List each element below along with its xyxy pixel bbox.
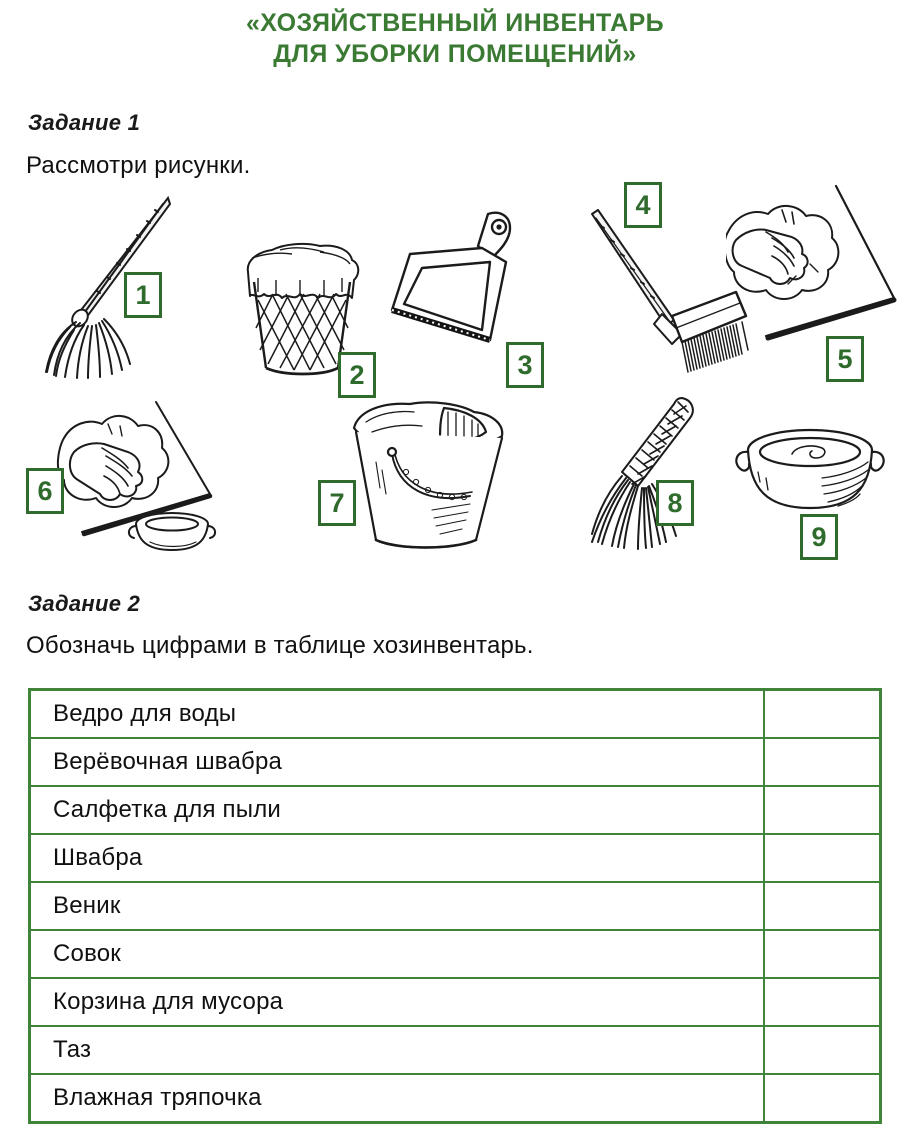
inventory-table xyxy=(28,688,882,1124)
figure-badge-8-number: 8 xyxy=(667,487,683,518)
task-2-label: Задание 2 xyxy=(28,591,141,616)
figure-badge-7-number: 7 xyxy=(329,487,345,518)
task-2-instruction: Обозначь цифрами в таблице хозинвентарь. xyxy=(26,632,534,659)
item-name-cell: Корзина для мусора xyxy=(30,978,765,1026)
figure-badge-4 xyxy=(624,182,662,228)
item-answer-cell[interactable] xyxy=(764,786,881,834)
hand-dusting-cloth-icon xyxy=(726,180,906,355)
item-answer-cell[interactable] xyxy=(764,978,881,1026)
item-name-cell: Салфетка для пыли xyxy=(30,786,765,834)
figure-badge-8 xyxy=(656,480,694,526)
item-name-cell: Веник xyxy=(30,882,765,930)
item-name-cell: Влажная тряпочка xyxy=(30,1074,765,1123)
figure-badge-1-number: 1 xyxy=(135,279,151,310)
table-row xyxy=(30,786,881,834)
table-row xyxy=(30,834,881,882)
page-title xyxy=(0,8,910,70)
item-answer-cell[interactable] xyxy=(764,1026,881,1074)
item-answer-cell[interactable] xyxy=(764,834,881,882)
inventory-table-wrap xyxy=(28,688,882,1124)
table-row xyxy=(30,690,881,739)
task-1-instruction: Рассмотри рисунки. xyxy=(26,152,251,179)
besom-broom-icon xyxy=(578,392,718,552)
title-line-1: «ХОЗЯЙСТВЕННЫЙ ИНВЕНТАРЬ xyxy=(245,9,665,37)
table-row xyxy=(30,1026,881,1074)
figure-badge-3-number: 3 xyxy=(517,349,533,380)
item-answer-cell[interactable] xyxy=(764,930,881,978)
task-1-label: Задание 1 xyxy=(28,110,141,135)
figure-badge-9 xyxy=(800,514,838,560)
figure-badge-4-number: 4 xyxy=(635,189,651,220)
item-name-cell: Таз xyxy=(30,1026,765,1074)
item-name-cell: Ведро для воды xyxy=(30,690,765,739)
figure-badge-6 xyxy=(26,468,64,514)
title-line-2: ДЛЯ УБОРКИ ПОМЕЩЕНИЙ» xyxy=(273,40,637,68)
table-row xyxy=(30,930,881,978)
figure-badge-2-number: 2 xyxy=(349,359,365,390)
figures-area xyxy=(0,180,910,575)
figure-badge-1 xyxy=(124,272,162,318)
water-bucket-icon xyxy=(336,392,526,562)
item-answer-cell[interactable] xyxy=(764,690,881,739)
hand-wet-cloth-basin-icon xyxy=(50,398,240,568)
figure-badge-3 xyxy=(506,342,544,388)
figure-badge-5-number: 5 xyxy=(837,343,853,374)
item-answer-cell[interactable] xyxy=(764,1074,881,1123)
table-row xyxy=(30,978,881,1026)
item-answer-cell[interactable] xyxy=(764,882,881,930)
figure-badge-5 xyxy=(826,336,864,382)
item-name-cell: Верёвочная швабра xyxy=(30,738,765,786)
figure-badge-6-number: 6 xyxy=(37,475,53,506)
table-row xyxy=(30,1074,881,1123)
item-name-cell: Швабра xyxy=(30,834,765,882)
rope-mop-icon xyxy=(30,190,200,380)
table-row xyxy=(30,882,881,930)
item-name-cell: Совок xyxy=(30,930,765,978)
figure-badge-7 xyxy=(318,480,356,526)
figure-badge-9-number: 9 xyxy=(811,521,827,552)
table-row xyxy=(30,738,881,786)
item-answer-cell[interactable] xyxy=(764,738,881,786)
